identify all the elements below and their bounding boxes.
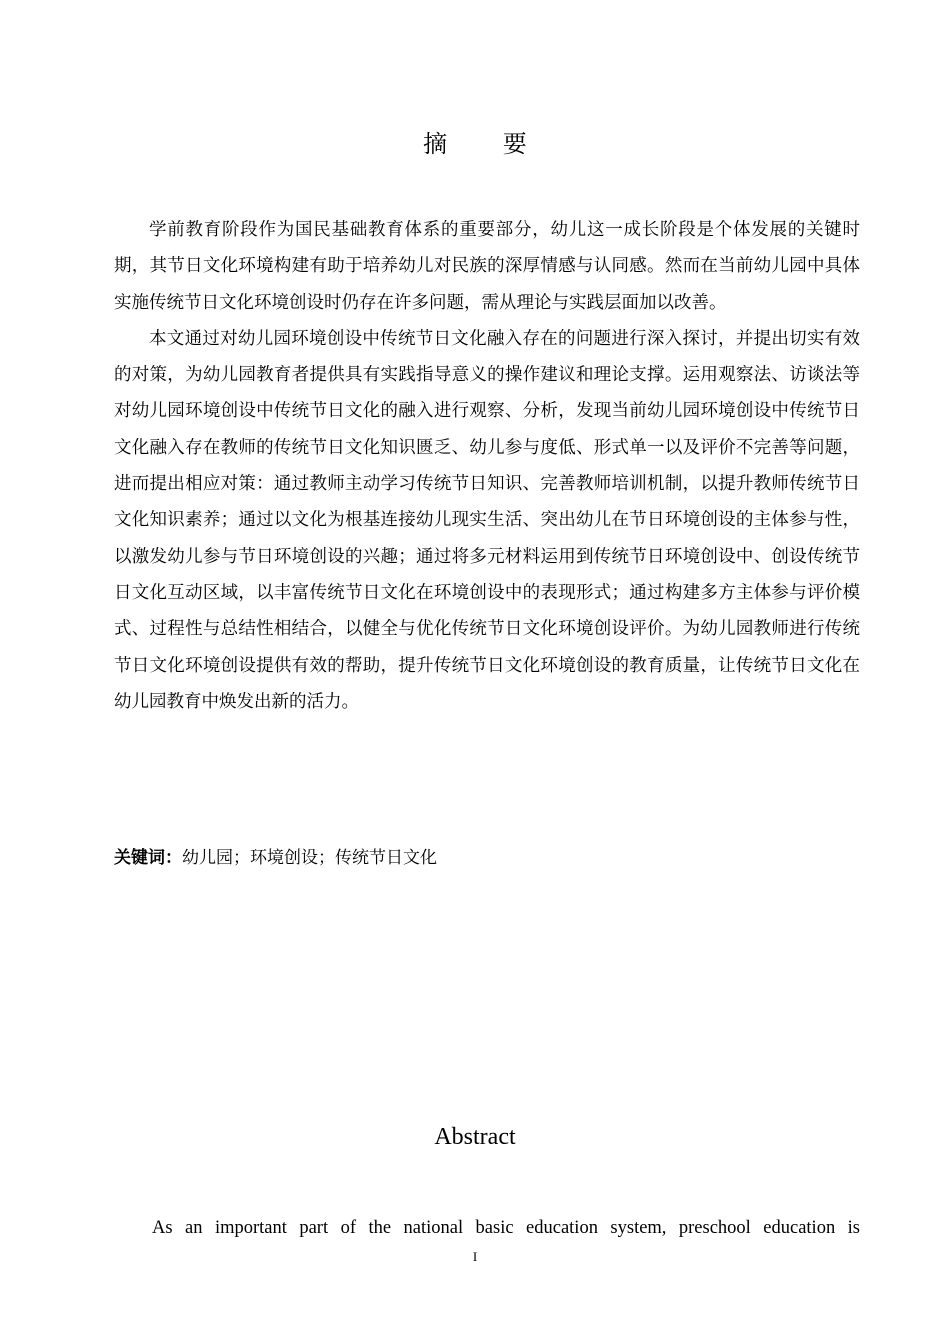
keywords-line — [114, 844, 437, 872]
abstract-en-first-line: As an important part of the national basic education system, preschool education is — [152, 1218, 860, 1238]
abstract-cn-body — [114, 212, 860, 720]
abstract-cn-title: 摘 要 — [423, 130, 551, 158]
keywords-label: 关键词： — [114, 848, 182, 868]
abstract-en-title: Abstract — [434, 1124, 516, 1150]
page-number: I — [472, 1249, 478, 1264]
abstract-cn-paragraph-2: 本文通过对幼儿园环境创设中传统节日文化融入存在的问题进行深入探讨，并提出切实有效的对策，为幼儿园教育者提供具有实践指导意义的操作建议和理论支撑。运用观察法、访谈法等对幼儿园环境创设中传统节日文化的融入进行观察、分析，发现当前幼儿园环境创设中传统节日文化融入存在教师的传统节日文化知识匮乏、幼儿参与度低、形式单一以及评价不完善等问题，进而提出相应对策：通过教师主动学习传统节日知识、完善教师培训机制，以提升教师传统节日文化知识素养；通过以文化为根基连接幼儿现实生活、突出幼儿在节日环境创设的主体参与性，以激发幼儿参与节日环境创设的兴趣；通过将多元材料运用到传统节日环境创设中、创设传统节日文化互动区域，以丰富传统节日文化在环境创设中的表现形式；通过构建多方主体参与评价模式、过程性与总结性相结合，以健全与优化传统节日文化环境创设评价。为幼儿园教师进行传统节日文化环境创设提供有效的帮助，提升传统节日文化环境创设的教育质量，让传统节日文化在幼儿园教育中焕发出新的活力。 — [114, 328, 860, 712]
keywords-value: 幼儿园；环境创设；传统节日文化 — [182, 848, 437, 868]
abstract-cn-paragraph-1: 学前教育阶段作为国民基础教育体系的重要部分，幼儿这一成长阶段是个体发展的关键时期，其节日文化环境构建有助于培养幼儿对民族的深厚情感与认同感。然而在当前幼儿园中具体实施传统节日文化环境创设时仍存在许多问题，需从理论与实践层面加以改善。 — [114, 220, 860, 313]
